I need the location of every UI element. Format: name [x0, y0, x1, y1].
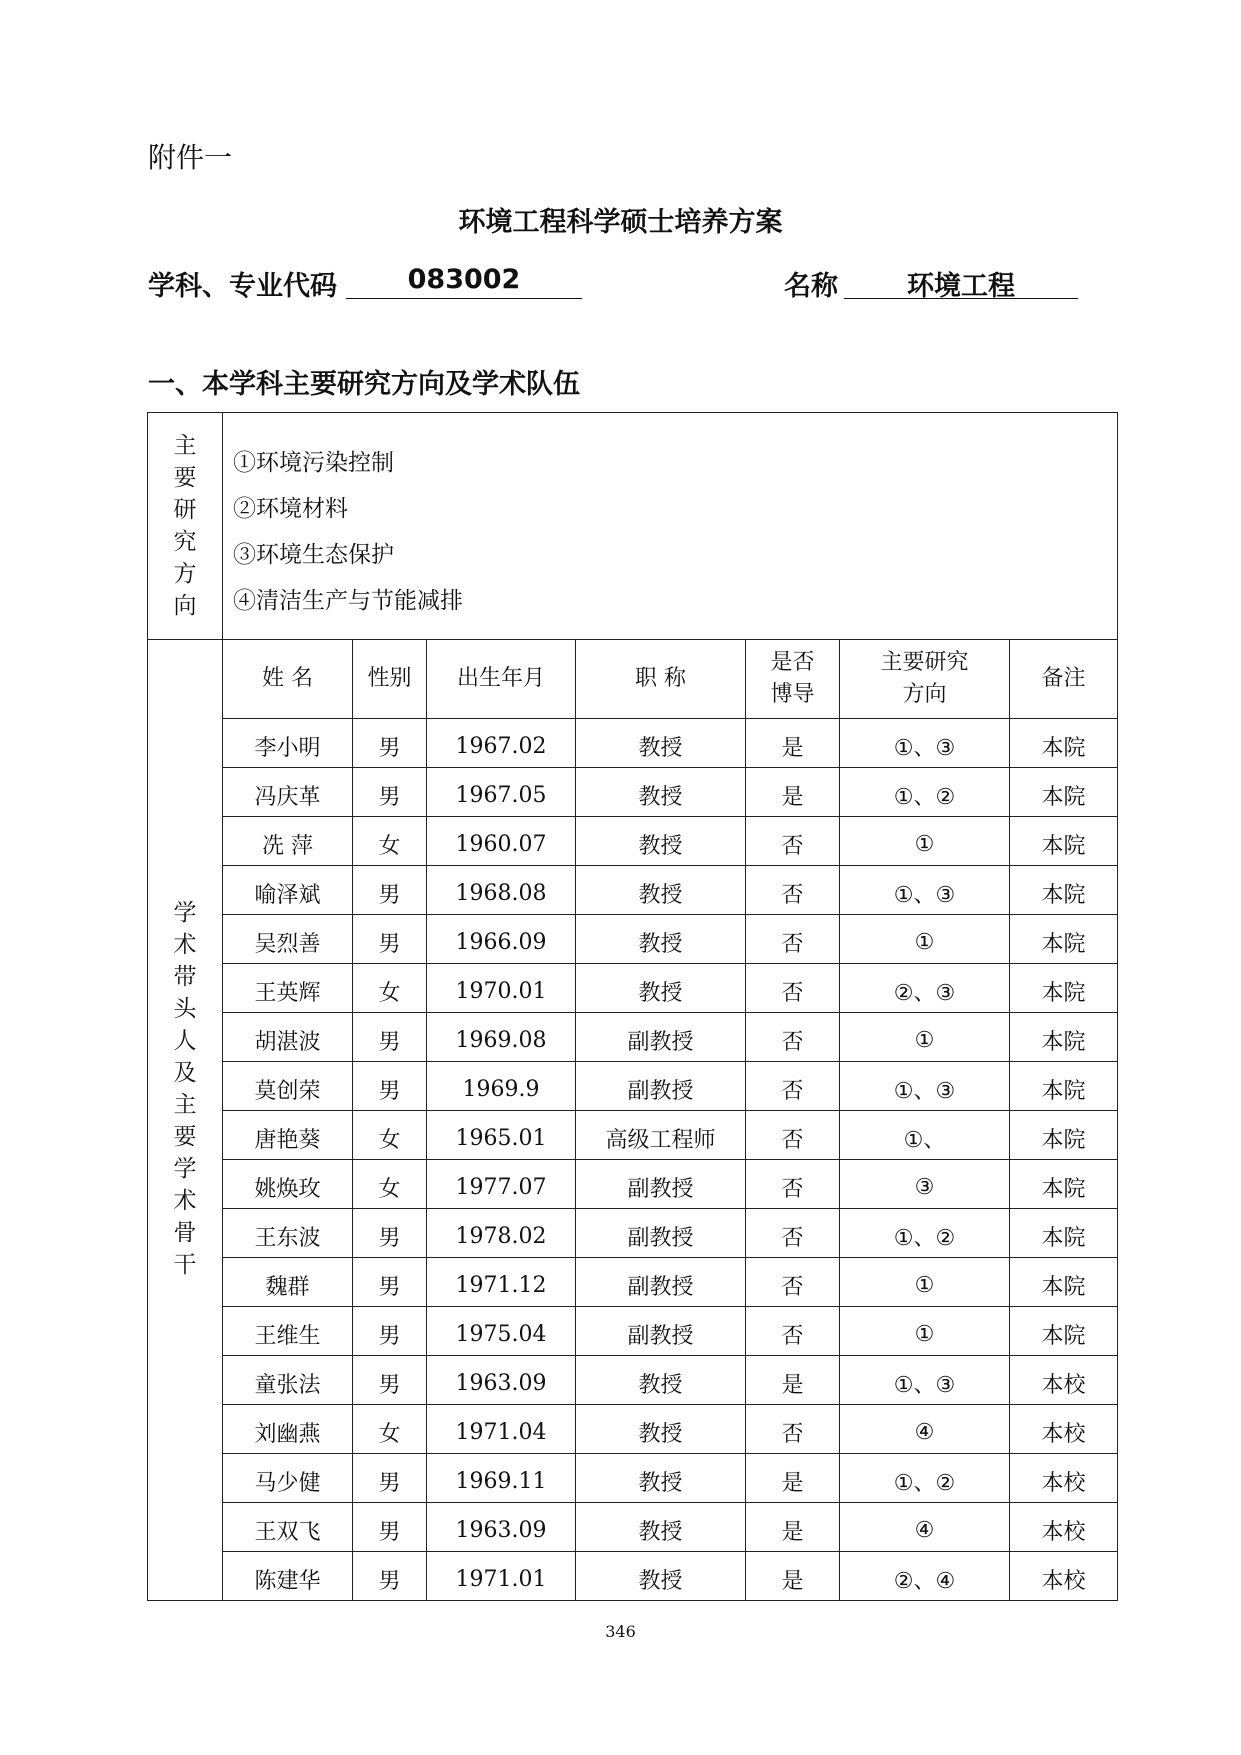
- cell-name: 唐艳葵: [223, 1111, 353, 1160]
- cell-name: 马少健: [223, 1454, 353, 1503]
- cell-gender: 女: [353, 1405, 427, 1454]
- cell-direction: ④: [840, 1503, 1010, 1552]
- cell-remark: 本院: [1010, 1209, 1118, 1258]
- cell-direction: ①、③: [840, 1356, 1010, 1405]
- cell-supervisor: 否: [746, 1307, 840, 1356]
- cell-title: 副教授: [576, 1258, 746, 1307]
- cell-birth: 1969.11: [427, 1454, 576, 1503]
- cell-remark: 本院: [1010, 719, 1118, 768]
- cell-direction: ①、③: [840, 866, 1010, 915]
- cell-gender: 男: [353, 866, 427, 915]
- cell-title: 教授: [576, 768, 746, 817]
- cell-title: 副教授: [576, 1062, 746, 1111]
- cell-remark: 本院: [1010, 1111, 1118, 1160]
- cell-gender: 男: [353, 915, 427, 964]
- cell-remark: 本院: [1010, 866, 1118, 915]
- cell-birth: 1963.09: [427, 1503, 576, 1552]
- cell-supervisor: 是: [746, 1503, 840, 1552]
- cell-remark: 本校: [1010, 1405, 1118, 1454]
- team-label-char: 人: [173, 1028, 197, 1054]
- team-label-char: 术: [173, 1188, 197, 1214]
- header-birth: 出生年月: [427, 640, 576, 719]
- cell-name: 喻泽斌: [223, 866, 353, 915]
- cell-supervisor: 是: [746, 1356, 840, 1405]
- attachment-label: 附件一: [148, 141, 233, 174]
- cell-name: 冯庆革: [223, 768, 353, 817]
- cell-title: 教授: [576, 1454, 746, 1503]
- cell-supervisor: 是: [746, 768, 840, 817]
- team-label-char: 头: [173, 996, 197, 1022]
- cell-gender: 女: [353, 964, 427, 1013]
- cell-remark: 本院: [1010, 915, 1118, 964]
- cell-remark: 本院: [1010, 768, 1118, 817]
- cell-direction: ①、②: [840, 1209, 1010, 1258]
- cell-supervisor: 否: [746, 1062, 840, 1111]
- table-row: [148, 1454, 1118, 1503]
- cell-direction: ①: [840, 915, 1010, 964]
- cell-supervisor: 否: [746, 1111, 840, 1160]
- cell-direction: ①: [840, 1258, 1010, 1307]
- code-value: 083002: [346, 264, 582, 299]
- cell-gender: 女: [353, 817, 427, 866]
- cell-supervisor: 否: [746, 866, 840, 915]
- cell-name: 李小明: [223, 719, 353, 768]
- team-label-char: 骨: [173, 1220, 197, 1246]
- table-row: [148, 1160, 1118, 1209]
- directions-list: [223, 413, 1118, 640]
- cell-title: 副教授: [576, 1160, 746, 1209]
- cell-title: 副教授: [576, 1013, 746, 1062]
- header-supervisor-line2: 博导: [770, 682, 815, 707]
- table-row: [148, 1111, 1118, 1160]
- table-row: [148, 866, 1118, 915]
- cell-supervisor: 否: [746, 915, 840, 964]
- direction-item: ③环境生态保护: [233, 542, 394, 568]
- cell-remark: 本校: [1010, 1552, 1118, 1601]
- cell-birth: 1971.12: [427, 1258, 576, 1307]
- table-row: [148, 1062, 1118, 1111]
- cell-title: 教授: [576, 1405, 746, 1454]
- cell-gender: 男: [353, 1013, 427, 1062]
- cell-title: 高级工程师: [576, 1111, 746, 1160]
- cell-birth: 1971.04: [427, 1405, 576, 1454]
- team-label-char: 要: [173, 1124, 197, 1150]
- cell-remark: 本院: [1010, 1307, 1118, 1356]
- code-label: 学科、专业代码: [148, 271, 337, 302]
- cell-remark: 本院: [1010, 817, 1118, 866]
- cell-birth: 1963.09: [427, 1356, 576, 1405]
- team-label-char: 带: [173, 964, 197, 990]
- cell-remark: 本校: [1010, 1454, 1118, 1503]
- directions-label: [148, 413, 223, 640]
- cell-direction: ①、③: [840, 1062, 1010, 1111]
- cell-title: 副教授: [576, 1307, 746, 1356]
- cell-direction: ①: [840, 1307, 1010, 1356]
- cell-remark: 本院: [1010, 1160, 1118, 1209]
- header-supervisor-line1: 是否: [770, 650, 815, 675]
- directions-label-char: 向: [173, 593, 197, 619]
- directions-row: [148, 413, 1118, 640]
- cell-birth: 1977.07: [427, 1160, 576, 1209]
- header-remark: 备注: [1010, 640, 1118, 719]
- section-heading: 一、本学科主要研究方向及学术队伍: [148, 369, 580, 400]
- cell-gender: 男: [353, 1552, 427, 1601]
- table-row: [148, 1503, 1118, 1552]
- cell-birth: 1965.01: [427, 1111, 576, 1160]
- cell-supervisor: 否: [746, 964, 840, 1013]
- cell-gender: 男: [353, 1307, 427, 1356]
- cell-gender: 男: [353, 1062, 427, 1111]
- team-label-char: 干: [173, 1252, 197, 1278]
- cell-title: 教授: [576, 964, 746, 1013]
- cell-name: 王双飞: [223, 1503, 353, 1552]
- cell-direction: ①: [840, 1013, 1010, 1062]
- cell-name: 魏群: [223, 1258, 353, 1307]
- cell-direction: ①、: [840, 1111, 1010, 1160]
- cell-name: 吴烈善: [223, 915, 353, 964]
- team-label: [148, 640, 223, 1601]
- cell-supervisor: 否: [746, 1258, 840, 1307]
- cell-supervisor: 否: [746, 1209, 840, 1258]
- cell-remark: 本校: [1010, 1356, 1118, 1405]
- team-label-char: 学: [173, 1156, 197, 1182]
- cell-gender: 女: [353, 1160, 427, 1209]
- cell-gender: 男: [353, 768, 427, 817]
- cell-direction: ①、②: [840, 768, 1010, 817]
- cell-birth: 1967.05: [427, 768, 576, 817]
- cell-birth: 1969.08: [427, 1013, 576, 1062]
- direction-item: ①环境污染控制: [233, 450, 394, 476]
- page-number: 346: [605, 1622, 636, 1641]
- table-row: [148, 1209, 1118, 1258]
- directions-label-char: 主: [173, 433, 197, 459]
- cell-direction: ①、③: [840, 719, 1010, 768]
- cell-gender: 男: [353, 1503, 427, 1552]
- cell-gender: 男: [353, 719, 427, 768]
- team-label-char: 学: [173, 900, 197, 926]
- header-supervisor: [746, 640, 840, 719]
- table-row: [148, 719, 1118, 768]
- table-row: [148, 1258, 1118, 1307]
- table-row: [148, 768, 1118, 817]
- cell-birth: 1970.01: [427, 964, 576, 1013]
- table-row: [148, 817, 1118, 866]
- cell-gender: 女: [353, 1111, 427, 1160]
- research-team-table: [147, 412, 1118, 1601]
- cell-direction: ④: [840, 1405, 1010, 1454]
- cell-supervisor: 否: [746, 1405, 840, 1454]
- direction-item: ④清洁生产与节能减排: [233, 588, 463, 614]
- cell-name: 姚焕玫: [223, 1160, 353, 1209]
- cell-name: 刘幽燕: [223, 1405, 353, 1454]
- cell-supervisor: 否: [746, 1160, 840, 1209]
- name-value: 环境工程: [844, 264, 1078, 299]
- team-label-char: 主: [173, 1092, 197, 1118]
- directions-label-char: 要: [173, 465, 197, 491]
- cell-direction: ③: [840, 1160, 1010, 1209]
- cell-supervisor: 否: [746, 1013, 840, 1062]
- cell-name: 陈建华: [223, 1552, 353, 1601]
- header-gender: 性别: [353, 640, 427, 719]
- cell-name: 王东波: [223, 1209, 353, 1258]
- cell-direction: ①: [840, 817, 1010, 866]
- cell-title: 教授: [576, 866, 746, 915]
- cell-gender: 男: [353, 1209, 427, 1258]
- cell-name: 胡湛波: [223, 1013, 353, 1062]
- table-row: [148, 915, 1118, 964]
- cell-birth: 1971.01: [427, 1552, 576, 1601]
- document-title: 环境工程科学硕士培养方案: [458, 207, 783, 238]
- cell-gender: 男: [353, 1454, 427, 1503]
- table-row: [148, 1013, 1118, 1062]
- cell-supervisor: 否: [746, 817, 840, 866]
- cell-name: 冼 萍: [223, 817, 353, 866]
- cell-title: 教授: [576, 817, 746, 866]
- cell-supervisor: 是: [746, 719, 840, 768]
- cell-birth: 1966.09: [427, 915, 576, 964]
- directions-label-char: 究: [173, 529, 197, 555]
- header-direction-line1: 主要研究: [880, 650, 969, 675]
- cell-title: 教授: [576, 1503, 746, 1552]
- name-label: 名称: [784, 271, 838, 302]
- cell-supervisor: 是: [746, 1454, 840, 1503]
- cell-direction: ②、④: [840, 1552, 1010, 1601]
- directions-label-char: 方: [173, 561, 197, 587]
- team-header-row: [148, 640, 1118, 719]
- cell-title: 教授: [576, 719, 746, 768]
- cell-remark: 本校: [1010, 1503, 1118, 1552]
- table-row: [148, 1307, 1118, 1356]
- cell-remark: 本院: [1010, 964, 1118, 1013]
- cell-supervisor: 是: [746, 1552, 840, 1601]
- direction-item: ②环境材料: [233, 496, 348, 522]
- team-label-char: 及: [173, 1060, 197, 1086]
- cell-name: 莫创荣: [223, 1062, 353, 1111]
- cell-direction: ①、②: [840, 1454, 1010, 1503]
- cell-birth: 1960.07: [427, 817, 576, 866]
- cell-title: 副教授: [576, 1209, 746, 1258]
- cell-birth: 1969.9: [427, 1062, 576, 1111]
- cell-name: 王英辉: [223, 964, 353, 1013]
- table-row: [148, 1552, 1118, 1601]
- header-title: 职 称: [576, 640, 746, 719]
- directions-label-char: 研: [173, 497, 197, 523]
- header-direction-line2: 方向: [902, 682, 947, 707]
- cell-remark: 本院: [1010, 1062, 1118, 1111]
- table-row: [148, 1405, 1118, 1454]
- header-name: 姓 名: [223, 640, 353, 719]
- table-row: [148, 964, 1118, 1013]
- team-label-char: 术: [173, 932, 197, 958]
- cell-birth: 1968.08: [427, 866, 576, 915]
- cell-title: 教授: [576, 1552, 746, 1601]
- header-direction: [840, 640, 1010, 719]
- cell-name: 童张法: [223, 1356, 353, 1405]
- cell-title: 教授: [576, 1356, 746, 1405]
- cell-title: 教授: [576, 915, 746, 964]
- cell-birth: 1967.02: [427, 719, 576, 768]
- cell-birth: 1975.04: [427, 1307, 576, 1356]
- cell-remark: 本院: [1010, 1013, 1118, 1062]
- cell-birth: 1978.02: [427, 1209, 576, 1258]
- cell-name: 王维生: [223, 1307, 353, 1356]
- table-row: [148, 1356, 1118, 1405]
- cell-gender: 男: [353, 1258, 427, 1307]
- cell-remark: 本院: [1010, 1258, 1118, 1307]
- cell-gender: 男: [353, 1356, 427, 1405]
- cell-direction: ②、③: [840, 964, 1010, 1013]
